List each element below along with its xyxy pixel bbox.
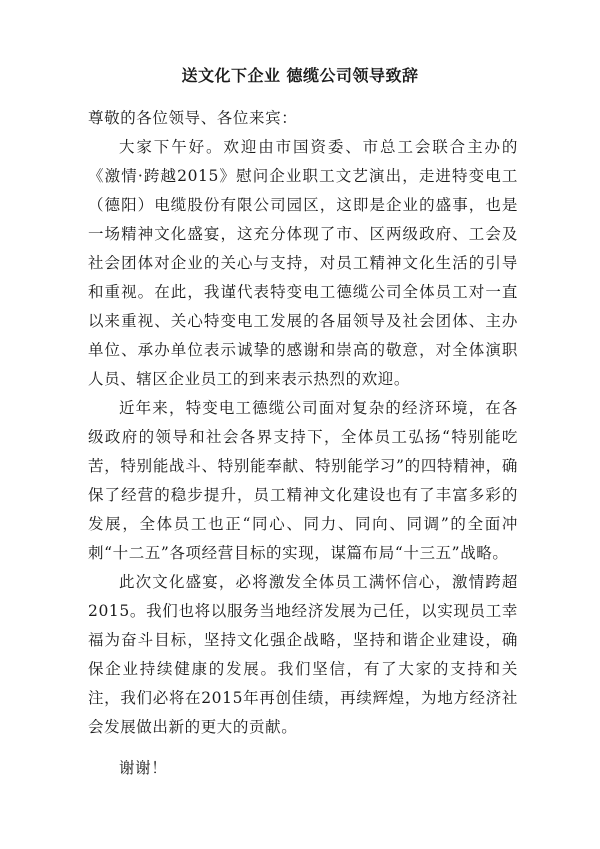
paragraph-1: 大家下午好。欢迎由市国资委、市总工会联合主办的《激情·跨越2015》慰问企业职工文艺演出，走进特变电工（德阳）电缆股份有限公司园区，这即是企业的盛事，也是一场精神文化盛宴，这充分体现了市、区两级政府、工会及社会团体对企业的关心与支持，对员工精神文化生活的引导和重视。在此，我谨代表特变电工德缆公司全体员工对一直以来重视、关心特变电工发展的各届领导及社会团体、主办单位、承办单位表示诚挚的感谢和崇高的敬意，对全体演职人员、辖区企业员工的到来表示热烈的欢迎。	[88, 138, 518, 388]
paragraph-2: 近年来，特变电工德缆公司面对复杂的经济环境，在各级政府的领导和社会各界支持下，全体员工弘扬“特别能吃苦，特别能战斗、特别能奉献、特别能学习”的四特精神，确保了经营的稳步提升，员工精神文化建设也有了丰富多彩的发展，全体员工也正“同心、同力、同向、同调”的全面冲刺“十二五”各项经营目标的实现，谋篇布局“十三五”战略。	[88, 399, 518, 562]
document-title: 送文化下企业 德缆公司领导致辞	[181, 66, 419, 85]
salutation: 尊敬的各位领导、各位来宾：	[88, 109, 298, 127]
paragraph-3: 此次文化盛宴，必将激发全体员工满怀信心，激情跨超2015。我们也将以服务当地经济发展为己任，以实现员工幸福为奋斗目标，坚持文化强企战略，坚持和谐企业建设，确保企业持续健康的发展。我们坚信，有了大家的支持和关注，我们必将在2015年再创佳绩，再续辉煌，为地方经济社会发展做出新的更大的贡献。	[88, 573, 518, 736]
document-body	[88, 104, 518, 783]
closing-line: 谢谢！	[119, 759, 168, 777]
